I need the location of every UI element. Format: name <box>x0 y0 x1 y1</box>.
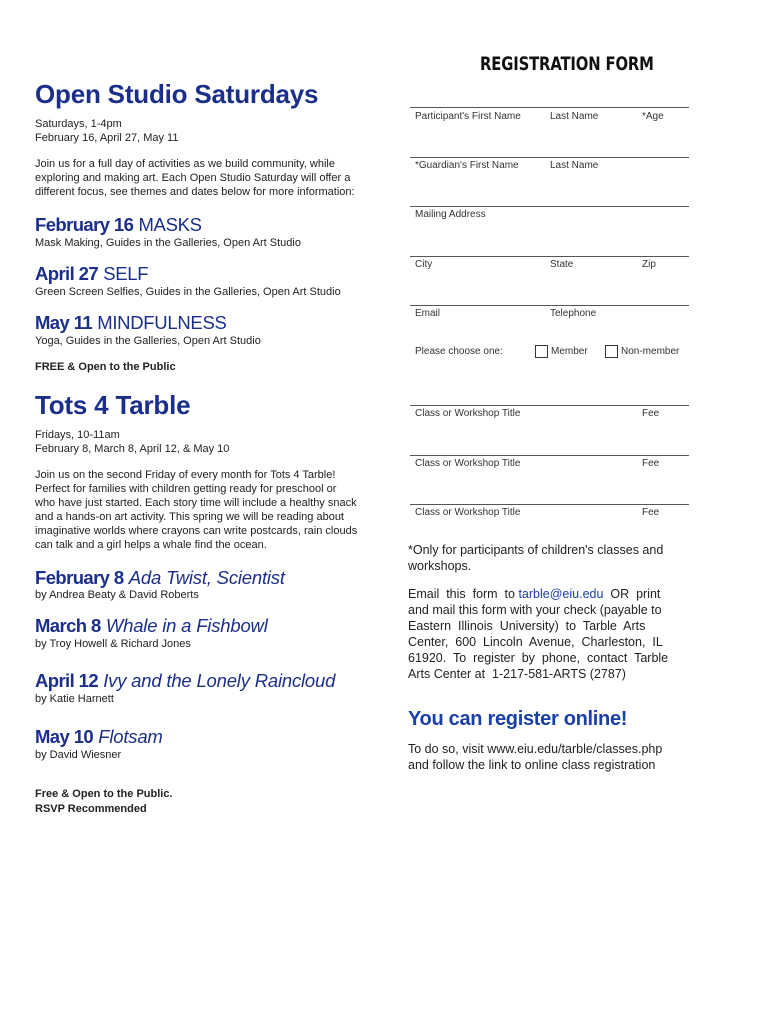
theme-description: Yoga, Guides in the Galleries, Open Art Studio <box>35 335 261 347</box>
mailing-address-field[interactable]: Mailing Address <box>415 209 486 220</box>
book-heading <box>35 726 163 748</box>
open-studio-intro-line: Join us for a full day of activities as we build community, while <box>35 158 335 170</box>
form-rule <box>410 206 689 207</box>
class-title-field[interactable]: Class or Workshop Title <box>415 408 521 419</box>
form-rule <box>410 107 689 108</box>
theme-description: Green Screen Selfies, Guides in the Galleries, Open Art Studio <box>35 286 341 298</box>
book-heading <box>35 615 268 637</box>
tots-dates: February 8, March 8, April 12, & May 10 <box>35 443 230 455</box>
tots-time: Fridays, 10-11am <box>35 429 120 441</box>
book-heading <box>35 670 335 692</box>
book-author: by Katie Harnett <box>35 693 114 705</box>
theme-date: April 27 <box>35 263 99 284</box>
theme-name: MINDFULNESS <box>97 312 227 333</box>
tots-title: Tots 4 Tarble <box>35 390 191 420</box>
class-title-field[interactable]: Class or Workshop Title <box>415 507 521 518</box>
book-date: March 8 <box>35 615 101 636</box>
form-rule <box>410 405 689 406</box>
tots-intro-line: and a hands-on art activity. This spring we will be reading about <box>35 511 344 523</box>
guardian-first-name-field[interactable]: *Guardian's First Name <box>415 160 519 171</box>
form-rule <box>410 504 689 505</box>
registration-form-title: REGISTRATION FORM <box>480 53 654 75</box>
form-rule <box>410 455 689 456</box>
fee-field[interactable]: Fee <box>642 458 660 469</box>
theme-description: Mask Making, Guides in the Galleries, Open Art Studio <box>35 237 301 249</box>
book-date: April 12 <box>35 670 99 691</box>
book-date: February 8 <box>35 567 124 588</box>
tots-intro-line: who have just started. Each story time will include a healthy snack <box>35 497 357 509</box>
participant-first-name-field[interactable]: Participant's First Name <box>415 111 521 122</box>
form-rule <box>410 305 689 306</box>
book-title: Ada Twist, Scientist <box>128 567 285 588</box>
tarble-email-link[interactable]: tarble@eiu.edu <box>518 587 604 601</box>
book-title: Whale in a Fishbowl <box>105 615 268 636</box>
contact-text: Email this form to <box>408 587 519 601</box>
open-studio-dates: February 16, April 27, May 11 <box>35 132 179 144</box>
tots-intro-line: Join us on the second Friday of every month for Tots 4 Tarble! <box>35 469 336 481</box>
footnote-line: workshops. <box>408 559 472 573</box>
theme-date: February 16 <box>35 214 134 235</box>
email-field[interactable]: Email <box>415 308 441 319</box>
footnote-line: *Only for participants of children's classes and <box>408 543 664 557</box>
contact-line <box>408 586 691 602</box>
book-heading <box>35 567 285 589</box>
book-date: May 10 <box>35 726 94 747</box>
member-label: Member <box>551 346 588 357</box>
non-member-label: Non-member <box>621 346 680 357</box>
book-author: by Andrea Beaty & David Roberts <box>35 589 199 601</box>
participant-last-name-field[interactable]: Last Name <box>550 111 599 122</box>
tots-intro-line: Perfect for families with children getting ready for preschool or <box>35 483 337 495</box>
theme-name: MASKS <box>138 214 202 235</box>
open-studio-intro-line: exploring and making art. Each Open Studio Saturday will offer a <box>35 172 351 184</box>
contact-line: Eastern Illinois University) to Tarble Arts <box>408 619 646 633</box>
fee-field[interactable]: Fee <box>642 507 660 518</box>
member-checkbox[interactable] <box>535 345 548 358</box>
book-author: by David Wiesner <box>35 749 122 761</box>
membership-prompt: Please choose one: <box>415 346 503 357</box>
form-rule <box>410 157 689 158</box>
tots-free-note: Free & Open to the Public. <box>35 788 173 800</box>
telephone-field[interactable]: Telephone <box>550 308 597 319</box>
book-title: Ivy and the Lonely Raincloud <box>103 670 336 691</box>
tots-intro-line: can talk and a girl helps a whale find the ocean. <box>35 539 267 551</box>
tots-intro-line: imaginative worlds where crayons can write postcards, rain clouds <box>35 525 358 537</box>
state-field[interactable]: State <box>550 259 574 270</box>
theme-date: May 11 <box>35 312 93 333</box>
guardian-last-name-field[interactable]: Last Name <box>550 160 599 171</box>
contact-line: Arts Center at 1-217-581-ARTS (2787) <box>408 667 626 681</box>
theme-name: SELF <box>103 263 149 284</box>
zip-field[interactable]: Zip <box>642 259 656 270</box>
open-studio-time: Saturdays, 1-4pm <box>35 118 122 130</box>
theme-heading <box>35 263 148 285</box>
contact-text: OR print <box>603 587 661 601</box>
book-title: Flotsam <box>98 726 163 747</box>
online-instructions-line: To do so, visit www.eiu.edu/tarble/classes.php <box>408 742 663 756</box>
tots-rsvp-note: RSVP Recommended <box>35 803 147 815</box>
city-field[interactable]: City <box>415 259 433 270</box>
book-author: by Troy Howell & Richard Jones <box>35 638 191 650</box>
contact-line: 61920. To register by phone, contact Tarble <box>408 651 669 665</box>
contact-line: Center, 600 Lincoln Avenue, Charleston, IL <box>408 635 663 649</box>
non-member-checkbox[interactable] <box>605 345 618 358</box>
open-studio-title: Open Studio Saturdays <box>35 79 319 109</box>
age-field[interactable]: *Age <box>642 111 664 122</box>
online-instructions-line: and follow the link to online class registration <box>408 758 656 772</box>
theme-heading <box>35 312 227 334</box>
open-studio-intro-line: different focus, see themes and dates below for more information: <box>35 186 355 198</box>
theme-heading <box>35 214 202 236</box>
fee-field[interactable]: Fee <box>642 408 660 419</box>
class-title-field[interactable]: Class or Workshop Title <box>415 458 521 469</box>
register-online-heading: You can register online! <box>408 708 628 730</box>
contact-line: and mail this form with your check (payable to <box>408 603 662 617</box>
free-public-note: FREE & Open to the Public <box>35 361 176 373</box>
form-rule <box>410 256 689 257</box>
